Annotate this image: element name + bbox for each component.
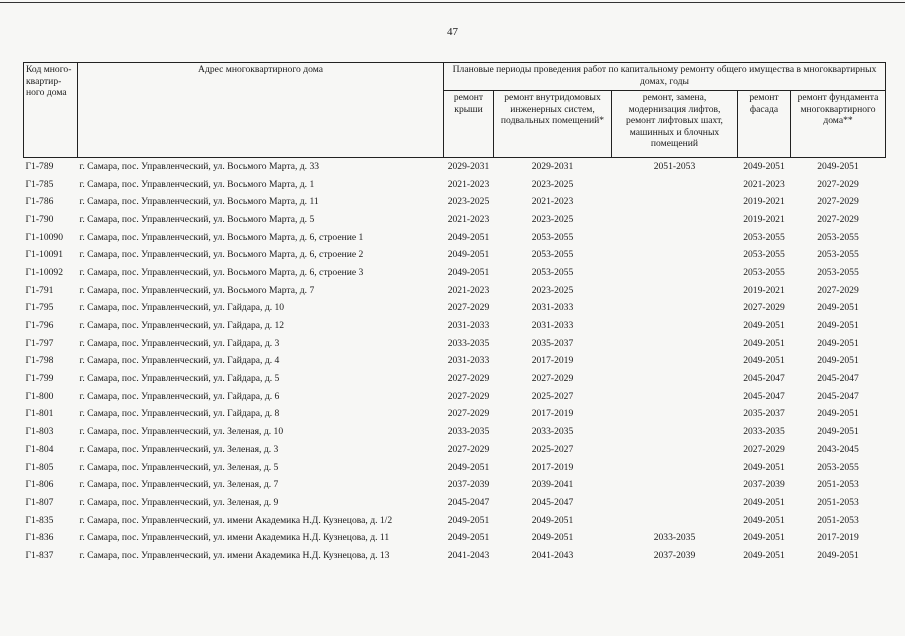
- elevators-period-cell: [612, 282, 738, 300]
- engineering-period-cell: 2041-2043: [531, 549, 574, 561]
- facade-period-cell: 2049-2051: [743, 532, 785, 544]
- address-cell: г. Самара, пос. Управленческий, ул. Восьмого Марта, д. 5: [79, 213, 315, 225]
- address-cell: г. Самара, пос. Управленческий, ул. Гайдара, д. 12: [79, 320, 285, 332]
- facade-period-cell: 2049-2051: [743, 461, 785, 473]
- facade-period-cell: 2049-2051: [743, 320, 785, 332]
- roof-period-cell: 2021-2023: [447, 284, 490, 296]
- elevators-period-cell: [612, 176, 738, 194]
- table-row: [24, 547, 886, 565]
- engineering-period-cell: 2027-2029: [531, 373, 574, 385]
- facade-period-cell: 2049-2051: [743, 496, 785, 508]
- table-row: [24, 282, 886, 300]
- top-rule: [0, 2, 905, 3]
- roof-period-cell: 2027-2029: [447, 390, 490, 402]
- roof-period-cell: 2033-2035: [447, 426, 490, 438]
- facade-period-cell: 2019-2021: [743, 284, 785, 296]
- foundation-period-cell: 2051-2053: [817, 479, 859, 491]
- table-row: [24, 211, 886, 229]
- code-cell: Г1-800: [25, 390, 54, 402]
- foundation-period-cell: 2049-2051: [817, 160, 859, 172]
- engineering-period-cell: 2039-2041: [531, 479, 574, 491]
- roof-period-cell: 2031-2033: [447, 355, 490, 367]
- roof-period-cell: 2041-2043: [447, 549, 490, 561]
- foundation-period-cell: 2027-2029: [817, 213, 859, 225]
- elevators-period-cell: [612, 353, 738, 371]
- repair-schedule-table: [23, 62, 886, 565]
- engineering-period-cell: 2049-2051: [531, 532, 574, 544]
- address-cell: г. Самара, пос. Управленческий, ул. Восьмого Марта, д. 6, строение 3: [79, 266, 364, 278]
- table-row: [24, 441, 886, 459]
- address-cell: г. Самара, пос. Управленческий, ул. Зеленая, д. 10: [79, 426, 284, 438]
- roof-period-cell: 2021-2023: [447, 213, 490, 225]
- facade-period-cell: 2049-2051: [743, 337, 785, 349]
- elevators-period-cell: [612, 476, 738, 494]
- address-cell: г. Самара, пос. Управленческий, ул. Восьмого Марта, д. 6, строение 2: [79, 249, 364, 261]
- table-row: [24, 317, 886, 335]
- foundation-period-cell: 2017-2019: [817, 532, 859, 544]
- address-cell: г. Самара, пос. Управленческий, ул. Зеленая, д. 5: [79, 461, 279, 473]
- engineering-period-cell: 2049-2051: [531, 514, 574, 526]
- roof-period-cell: 2029-2031: [447, 160, 490, 172]
- table-row: [24, 370, 886, 388]
- code-cell: Г1-796: [25, 320, 54, 332]
- foundation-period-cell: 2053-2055: [817, 231, 859, 243]
- table-row: [24, 176, 886, 194]
- code-cell: Г1-804: [25, 443, 54, 455]
- facade-period-cell: 2045-2047: [743, 373, 785, 385]
- foundation-period-cell: 2051-2053: [817, 514, 859, 526]
- code-cell: Г1-799: [25, 373, 54, 385]
- engineering-period-cell: 2017-2019: [531, 461, 574, 473]
- roof-period-cell: 2027-2029: [447, 373, 490, 385]
- address-cell: г. Самара, пос. Управленческий, ул. Гайдара, д. 6: [79, 390, 280, 402]
- elevators-period-cell: [612, 423, 738, 441]
- roof-period-cell: 2027-2029: [447, 408, 490, 420]
- elevators-period-cell: [612, 300, 738, 318]
- facade-period-cell: 2049-2051: [743, 549, 785, 561]
- elevators-period-cell: [612, 246, 738, 264]
- foundation-period-cell: 2053-2055: [817, 266, 859, 278]
- foundation-period-cell: 2045-2047: [817, 373, 859, 385]
- page-number: 47: [447, 26, 458, 38]
- engineering-period-cell: 2045-2047: [531, 496, 574, 508]
- elevators-period-cell: [612, 512, 738, 530]
- address-cell: г. Самара, пос. Управленческий, ул. Зеленая, д. 9: [79, 496, 279, 508]
- address-cell: г. Самара, пос. Управленческий, ул. имени Академика Н.Д. Кузнецова, д. 13: [79, 549, 390, 561]
- roof-period-cell: 2049-2051: [447, 514, 490, 526]
- foundation-period-cell: 2051-2053: [817, 496, 859, 508]
- table-row: [24, 459, 886, 477]
- table-row: [24, 353, 886, 371]
- engineering-period-cell: 2031-2033: [531, 320, 574, 332]
- code-cell: Г1-801: [25, 408, 54, 420]
- engineering-period-cell: 2053-2055: [531, 231, 574, 243]
- code-cell: Г1-837: [25, 549, 54, 561]
- elevators-period-cell: [612, 229, 738, 247]
- address-cell: г. Самара, пос. Управленческий, ул. Гайдара, д. 3: [79, 337, 280, 349]
- facade-period-cell: 2053-2055: [743, 231, 785, 243]
- elevators-period-cell: [612, 193, 738, 211]
- code-cell: Г1-791: [25, 284, 54, 296]
- table-row: [24, 229, 886, 247]
- elevators-period-cell: [612, 388, 738, 406]
- engineering-period-cell: 2017-2019: [531, 408, 574, 420]
- header-address: Адрес многоквартирного дома: [78, 63, 444, 158]
- table-row: [24, 388, 886, 406]
- code-cell: Г1-836: [25, 532, 54, 544]
- code-cell: Г1-806: [25, 479, 54, 491]
- facade-period-cell: 2019-2021: [743, 213, 785, 225]
- foundation-period-cell: 2053-2055: [817, 249, 859, 261]
- elevators-period-cell: [612, 494, 738, 512]
- header-elevators: ремонт, замена, модернизация лифтов, ремонт лифтовых шахт, машинных и блочных помещений: [612, 91, 738, 158]
- engineering-period-cell: 2053-2055: [531, 266, 574, 278]
- foundation-period-cell: 2049-2051: [817, 355, 859, 367]
- header-periods: Плановые периоды проведения работ по капитальному ремонту общего имущества в многоквартирных домах, годы: [444, 63, 886, 91]
- code-cell: Г1-10091: [25, 249, 64, 261]
- table-row: [24, 476, 886, 494]
- foundation-period-cell: 2027-2029: [817, 178, 859, 190]
- address-cell: г. Самара, пос. Управленческий, ул. Восьмого Марта, д. 1: [79, 178, 315, 190]
- foundation-period-cell: 2027-2029: [817, 284, 859, 296]
- facade-period-cell: 2049-2051: [743, 355, 785, 367]
- engineering-period-cell: 2023-2025: [531, 178, 574, 190]
- code-cell: Г1-797: [25, 337, 54, 349]
- elevators-period-cell: 2037-2039: [653, 549, 696, 561]
- header-roof: ремонт крыши: [444, 91, 494, 158]
- code-cell: Г1-795: [25, 302, 54, 314]
- code-cell: Г1-786: [25, 196, 54, 208]
- address-cell: г. Самара, пос. Управленческий, ул. имени Академика Н.Д. Кузнецова, д. 1/2: [79, 514, 393, 526]
- code-cell: Г1-805: [25, 461, 54, 473]
- foundation-period-cell: 2043-2045: [817, 443, 859, 455]
- table-row: [24, 193, 886, 211]
- foundation-period-cell: 2049-2051: [817, 302, 859, 314]
- foundation-period-cell: 2053-2055: [817, 461, 859, 473]
- roof-period-cell: 2021-2023: [447, 178, 490, 190]
- address-cell: г. Самара, пос. Управленческий, ул. Гайдара, д. 4: [79, 355, 280, 367]
- table-row: [24, 529, 886, 547]
- elevators-period-cell: [612, 441, 738, 459]
- code-cell: Г1-785: [25, 178, 54, 190]
- engineering-period-cell: 2025-2027: [531, 390, 574, 402]
- elevators-period-cell: 2051-2053: [653, 160, 696, 172]
- foundation-period-cell: 2049-2051: [817, 408, 859, 420]
- code-cell: Г1-798: [25, 355, 54, 367]
- address-cell: г. Самара, пос. Управленческий, ул. Восьмого Марта, д. 7: [79, 284, 315, 296]
- table-row: [24, 300, 886, 318]
- roof-period-cell: 2023-2025: [447, 196, 490, 208]
- code-cell: Г1-789: [25, 160, 54, 172]
- engineering-period-cell: 2023-2025: [531, 213, 574, 225]
- facade-period-cell: 2037-2039: [743, 479, 785, 491]
- table-row: [24, 423, 886, 441]
- facade-period-cell: 2045-2047: [743, 390, 785, 402]
- address-cell: г. Самара, пос. Управленческий, ул. имени Академика Н.Д. Кузнецова, д. 11: [79, 532, 390, 544]
- facade-period-cell: 2019-2021: [743, 196, 785, 208]
- engineering-period-cell: 2025-2027: [531, 443, 574, 455]
- facade-period-cell: 2035-2037: [743, 408, 785, 420]
- address-cell: г. Самара, пос. Управленческий, ул. Восьмого Марта, д. 33: [79, 160, 320, 172]
- roof-period-cell: 2049-2051: [447, 231, 490, 243]
- foundation-period-cell: 2027-2029: [817, 196, 859, 208]
- engineering-period-cell: 2035-2037: [531, 337, 574, 349]
- address-cell: г. Самара, пос. Управленческий, ул. Зеленая, д. 7: [79, 479, 279, 491]
- roof-period-cell: 2027-2029: [447, 443, 490, 455]
- facade-period-cell: 2033-2035: [743, 426, 785, 438]
- table-row: [24, 512, 886, 530]
- foundation-period-cell: 2049-2051: [817, 549, 859, 561]
- engineering-period-cell: 2017-2019: [531, 355, 574, 367]
- roof-period-cell: 2045-2047: [447, 496, 490, 508]
- code-cell: Г1-807: [25, 496, 54, 508]
- foundation-period-cell: 2049-2051: [817, 337, 859, 349]
- address-cell: г. Самара, пос. Управленческий, ул. Гайдара, д. 8: [79, 408, 280, 420]
- header-facade: ремонт фасада: [738, 91, 791, 158]
- elevators-period-cell: [612, 335, 738, 353]
- roof-period-cell: 2049-2051: [447, 461, 490, 473]
- code-cell: Г1-10092: [25, 266, 64, 278]
- address-cell: г. Самара, пос. Управленческий, ул. Гайдара, д. 5: [79, 373, 280, 385]
- facade-period-cell: 2027-2029: [743, 443, 785, 455]
- address-cell: г. Самара, пос. Управленческий, ул. Восьмого Марта, д. 6, строение 1: [79, 231, 364, 243]
- facade-period-cell: 2053-2055: [743, 249, 785, 261]
- engineering-period-cell: 2033-2035: [531, 426, 574, 438]
- engineering-period-cell: 2029-2031: [531, 160, 574, 172]
- engineering-period-cell: 2023-2025: [531, 284, 574, 296]
- code-cell: Г1-10090: [25, 231, 64, 243]
- facade-period-cell: 2021-2023: [743, 178, 785, 190]
- code-cell: Г1-835: [25, 514, 54, 526]
- address-cell: г. Самара, пос. Управленческий, ул. Зеленая, д. 3: [79, 443, 279, 455]
- table-row: [24, 494, 886, 512]
- table-row: [24, 158, 886, 176]
- table-row: [24, 246, 886, 264]
- elevators-period-cell: [612, 459, 738, 477]
- header-code: Код много-квартир-ного дома: [24, 63, 78, 158]
- table-row: [24, 406, 886, 424]
- foundation-period-cell: 2045-2047: [817, 390, 859, 402]
- roof-period-cell: 2031-2033: [447, 320, 490, 332]
- code-cell: Г1-803: [25, 426, 54, 438]
- foundation-period-cell: 2049-2051: [817, 320, 859, 332]
- elevators-period-cell: [612, 370, 738, 388]
- roof-period-cell: 2027-2029: [447, 302, 490, 314]
- facade-period-cell: 2053-2055: [743, 266, 785, 278]
- facade-period-cell: 2027-2029: [743, 302, 785, 314]
- elevators-period-cell: [612, 406, 738, 424]
- header-foundation: ремонт фундамента многоквартирного дома**: [791, 91, 886, 158]
- roof-period-cell: 2049-2051: [447, 249, 490, 261]
- facade-period-cell: 2049-2051: [743, 514, 785, 526]
- roof-period-cell: 2037-2039: [447, 479, 490, 491]
- elevators-period-cell: [612, 317, 738, 335]
- foundation-period-cell: 2049-2051: [817, 426, 859, 438]
- engineering-period-cell: 2053-2055: [531, 249, 574, 261]
- code-cell: Г1-790: [25, 213, 54, 225]
- table-row: [24, 335, 886, 353]
- elevators-period-cell: 2033-2035: [653, 532, 696, 544]
- elevators-period-cell: [612, 211, 738, 229]
- engineering-period-cell: 2021-2023: [531, 196, 574, 208]
- table-row: [24, 264, 886, 282]
- address-cell: г. Самара, пос. Управленческий, ул. Восьмого Марта, д. 11: [79, 196, 319, 208]
- address-cell: г. Самара, пос. Управленческий, ул. Гайдара, д. 10: [79, 302, 285, 314]
- roof-period-cell: 2049-2051: [447, 266, 490, 278]
- facade-period-cell: 2049-2051: [743, 160, 785, 172]
- header-engineering: ремонт внутридомовых инженерных систем, подвальных помещений*: [494, 91, 612, 158]
- roof-period-cell: 2049-2051: [447, 532, 490, 544]
- elevators-period-cell: [612, 264, 738, 282]
- roof-period-cell: 2033-2035: [447, 337, 490, 349]
- engineering-period-cell: 2031-2033: [531, 302, 574, 314]
